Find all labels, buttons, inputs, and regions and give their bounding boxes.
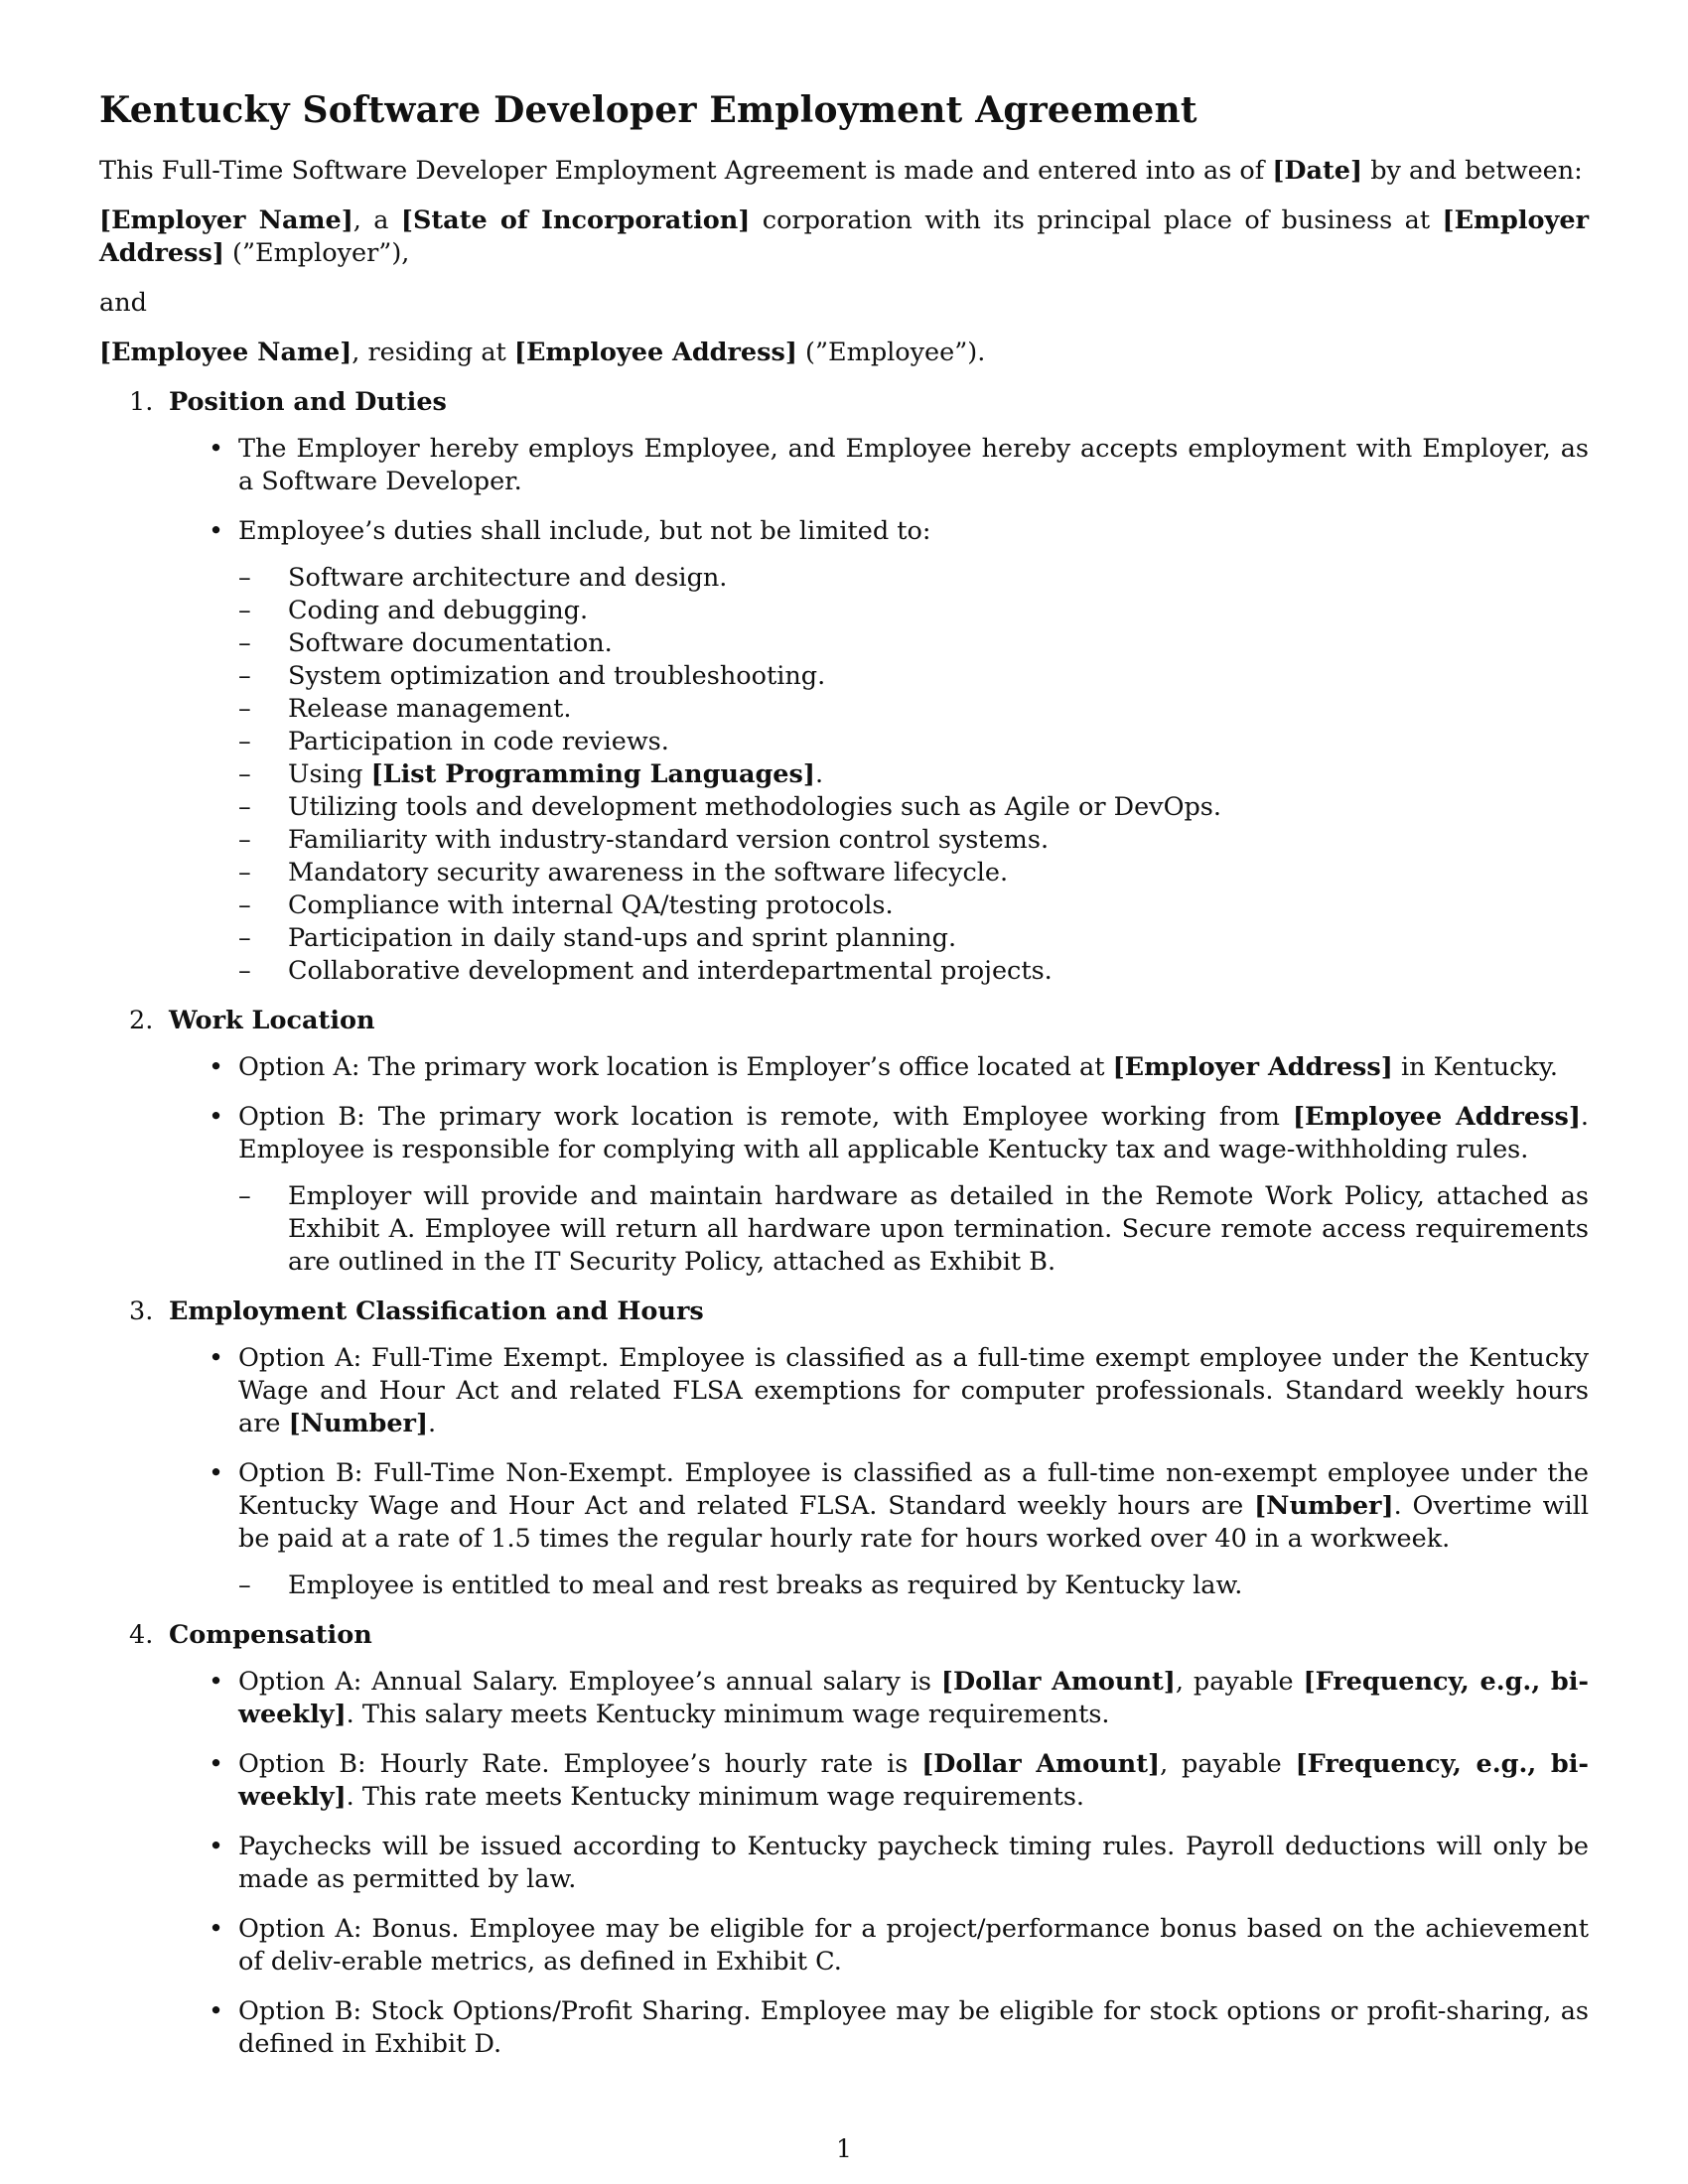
bullet-item bbox=[109, 1051, 1589, 1084]
section-title: Work Location bbox=[169, 1006, 375, 1035]
section-title: Compensation bbox=[169, 1620, 372, 1650]
bullet-text-end: . bbox=[428, 1409, 437, 1438]
document-title: Kentucky Software Developer Employment Agreement bbox=[99, 89, 1197, 131]
dash-icon: – bbox=[238, 792, 251, 822]
section-position-and-duties bbox=[99, 386, 1589, 988]
bullet-icon: • bbox=[209, 1667, 224, 1697]
employee-name-placeholder: [Employee Name] bbox=[99, 338, 352, 367]
section-classification-and-hours bbox=[99, 1296, 1589, 1602]
sub-list bbox=[238, 1180, 1589, 1279]
bullet-text-end: in Kentucky. bbox=[1392, 1052, 1559, 1082]
bullet-icon: • bbox=[209, 1102, 224, 1132]
employer-text-mid: corporation with its principal place of business at bbox=[750, 205, 1443, 235]
dash-icon: – bbox=[238, 661, 251, 691]
sub-list bbox=[238, 1570, 1589, 1602]
bullet-icon: • bbox=[209, 1052, 224, 1082]
state-placeholder: [State of Incorporation] bbox=[400, 205, 751, 235]
duty-item bbox=[238, 693, 1589, 726]
employer-text-end: (”Employer”), bbox=[223, 238, 410, 268]
bullet-text-end: . This rate meets Kentucky minimum wage requirements. bbox=[346, 1782, 1085, 1812]
document-page bbox=[99, 87, 1589, 2078]
duty-text: Coding and debugging. bbox=[288, 596, 589, 625]
bullet-icon: • bbox=[209, 1996, 224, 2026]
hours-placeholder: [Number] bbox=[288, 1409, 429, 1438]
section-number: 3. bbox=[129, 1297, 154, 1326]
date-placeholder: [Date] bbox=[1272, 156, 1363, 186]
sub-text: Employer will provide and maintain hardware as detailed in the Remote Work Policy, attached as Exhibit A. Employee will return all hardware upon termination. Secure remote access requirements are outlined in the IT Security Policy, attached as Exhibit B. bbox=[288, 1181, 1589, 1277]
employer-address-placeholder: [Employer Address] bbox=[1112, 1052, 1393, 1082]
dash-icon: – bbox=[238, 858, 251, 887]
bullet-item bbox=[109, 433, 1589, 498]
sub-item bbox=[238, 1570, 1589, 1602]
bullet-item bbox=[109, 1101, 1589, 1279]
and-paragraph: and bbox=[99, 288, 147, 318]
bullet-text-end: . Overtime will be paid at a rate of 1.5 times the regular hourly rate for hours worked over 40 in a workweek. bbox=[238, 1491, 1589, 1554]
hours-placeholder: [Number] bbox=[1254, 1491, 1394, 1521]
sub-text: Employee is entitled to meal and rest breaks as required by Kentucky law. bbox=[288, 1570, 1243, 1600]
bullet-text: Option A: Annual Salary. Employee’s annual salary is bbox=[238, 1667, 941, 1697]
dash-icon: – bbox=[238, 628, 251, 658]
duty-item bbox=[238, 726, 1589, 758]
bullet-text: Paychecks will be issued according to Kentucky paycheck timing rules. Payroll deductions will only be made as permitted by law. bbox=[238, 1832, 1589, 1894]
employee-paragraph bbox=[99, 337, 1589, 369]
bullet-text-end: . Employee is responsible for complying with all applicable Kentucky tax and wage-withholding rules. bbox=[238, 1102, 1589, 1164]
dash-icon: – bbox=[238, 825, 251, 855]
frequency-placeholder: [Frequency, e.g., bi-weekly] bbox=[238, 1749, 1589, 1812]
dash-icon: – bbox=[238, 727, 251, 756]
duty-item bbox=[238, 758, 1589, 791]
duty-item bbox=[238, 922, 1589, 955]
dash-icon: – bbox=[238, 890, 251, 920]
employee-text-mid: , residing at bbox=[352, 338, 514, 367]
duty-text: Participation in daily stand-ups and sprint planning. bbox=[288, 923, 957, 953]
bullet-icon: • bbox=[209, 1458, 224, 1488]
duty-text: Mandatory security awareness in the software lifecycle. bbox=[288, 858, 1009, 887]
dash-icon: – bbox=[238, 694, 251, 724]
section-work-location bbox=[99, 1005, 1589, 1279]
bullet-list bbox=[169, 1051, 1589, 1279]
bullet-icon: • bbox=[209, 434, 224, 464]
employer-address-placeholder: [Employer Address] bbox=[99, 205, 1589, 268]
duty-item bbox=[238, 889, 1589, 922]
dash-icon: – bbox=[238, 759, 251, 789]
page-number: 1 bbox=[836, 2134, 852, 2163]
duty-text-end: . bbox=[814, 759, 824, 789]
bullet-text: The Employer hereby employs Employee, and Employee hereby accepts employment with Employer, as a Software Developer. bbox=[238, 434, 1589, 496]
dollar-amount-placeholder: [Dollar Amount] bbox=[940, 1667, 1176, 1697]
frequency-placeholder: [Frequency, e.g., bi-weekly] bbox=[238, 1667, 1589, 1729]
dash-icon: – bbox=[238, 956, 251, 986]
bullet-text-mid: , payable bbox=[1160, 1749, 1296, 1779]
duty-item bbox=[238, 791, 1589, 824]
employee-address-placeholder: [Employee Address] bbox=[513, 338, 797, 367]
bullet-text: Option A: The primary work location is Employer’s office located at bbox=[238, 1052, 1113, 1082]
bullet-text-end: . This salary meets Kentucky minimum wage requirements. bbox=[346, 1700, 1110, 1729]
duty-text: Collaborative development and interdepartmental projects. bbox=[288, 956, 1053, 986]
section-title: Position and Duties bbox=[169, 387, 447, 417]
duty-text: Utilizing tools and development methodologies such as Agile or DevOps. bbox=[288, 792, 1222, 822]
bullet-item bbox=[109, 515, 1589, 988]
dash-icon: – bbox=[238, 1181, 251, 1211]
employer-paragraph bbox=[99, 205, 1589, 270]
bullet-item bbox=[109, 1995, 1589, 2061]
sections-list bbox=[99, 386, 1589, 2061]
bullet-text: Option B: Full-Time Non-Exempt. Employee is classified as a full-time non-exempt employee under the Kentucky Wage and Hour Act and related FLSA. Standard weekly hours are bbox=[238, 1458, 1589, 1521]
bullet-text-mid: , payable bbox=[1175, 1667, 1304, 1697]
bullet-icon: • bbox=[209, 1832, 224, 1861]
duty-item bbox=[238, 824, 1589, 857]
bullet-item bbox=[109, 1748, 1589, 1814]
bullet-text: Option B: The primary work location is remote, with Employee working from bbox=[238, 1102, 1293, 1132]
bullet-text: Option B: Hourly Rate. Employee’s hourly rate is bbox=[238, 1749, 922, 1779]
bullet-text: Option A: Full-Time Exempt. Employee is classified as a full-time exempt employee under the Kentucky Wage and Hour Act and related FLSA exemptions for computer professionals. Standard weekly hours are bbox=[238, 1343, 1589, 1438]
intro-text: This Full-Time Software Developer Employment Agreement is made and entered into as of bbox=[99, 156, 1273, 186]
duty-item bbox=[238, 562, 1589, 595]
dash-icon: – bbox=[238, 563, 251, 593]
bullet-item bbox=[109, 1913, 1589, 1979]
dollar-amount-placeholder: [Dollar Amount] bbox=[921, 1749, 1161, 1779]
bullet-list bbox=[169, 1342, 1589, 1602]
duty-text: System optimization and troubleshooting. bbox=[288, 661, 826, 691]
employer-name-placeholder: [Employer Name] bbox=[99, 205, 353, 235]
employee-address-placeholder: [Employee Address] bbox=[1292, 1102, 1581, 1132]
intro-paragraph bbox=[99, 155, 1589, 188]
duties-list bbox=[238, 562, 1589, 988]
duty-item bbox=[238, 627, 1589, 660]
section-number: 4. bbox=[129, 1620, 154, 1650]
duty-text: Using bbox=[288, 759, 371, 789]
bullet-icon: • bbox=[209, 1343, 224, 1373]
bullet-item bbox=[109, 1831, 1589, 1896]
duty-text: Participation in code reviews. bbox=[288, 727, 669, 756]
duty-item bbox=[238, 955, 1589, 988]
dash-icon: – bbox=[238, 923, 251, 953]
bullet-text: Employee’s duties shall include, but not be limited to: bbox=[238, 516, 931, 546]
employee-text-end: (”Employee”). bbox=[796, 338, 986, 367]
sub-item bbox=[238, 1180, 1589, 1279]
bullet-list bbox=[169, 433, 1589, 988]
languages-placeholder: [List Programming Languages] bbox=[370, 759, 815, 789]
bullet-text: Option B: Stock Options/Profit Sharing. Employee may be eligible for stock options or profit-sharing, as defined in Exhibit D. bbox=[238, 1996, 1589, 2059]
section-number: 1. bbox=[129, 387, 154, 417]
bullet-icon: • bbox=[209, 1914, 224, 1944]
employer-text-a: , a bbox=[352, 205, 401, 235]
bullet-item bbox=[109, 1457, 1589, 1602]
duty-item bbox=[238, 857, 1589, 889]
section-title: Employment Classification and Hours bbox=[169, 1297, 704, 1326]
bullet-list bbox=[169, 1666, 1589, 2061]
section-compensation bbox=[99, 1619, 1589, 2061]
intro-text-end: by and between: bbox=[1362, 156, 1583, 186]
bullet-icon: • bbox=[209, 1749, 224, 1779]
duty-text: Compliance with internal QA/testing protocols. bbox=[288, 890, 894, 920]
dash-icon: – bbox=[238, 1570, 251, 1600]
duty-text: Software documentation. bbox=[288, 628, 613, 658]
dash-icon: – bbox=[238, 596, 251, 625]
bullet-item bbox=[109, 1666, 1589, 1731]
bullet-text: Option A: Bonus. Employee may be eligible for a project/performance bonus based on the achievement of deliv-erable metrics, as defined in Exhibit C. bbox=[238, 1914, 1589, 1977]
bullet-icon: • bbox=[209, 516, 224, 546]
section-number: 2. bbox=[129, 1006, 154, 1035]
duty-text: Familiarity with industry-standard version control systems. bbox=[288, 825, 1050, 855]
duty-text: Software architecture and design. bbox=[288, 563, 728, 593]
bullet-item bbox=[109, 1342, 1589, 1440]
duty-item bbox=[238, 595, 1589, 627]
duty-item bbox=[238, 660, 1589, 693]
duty-text: Release management. bbox=[288, 694, 572, 724]
